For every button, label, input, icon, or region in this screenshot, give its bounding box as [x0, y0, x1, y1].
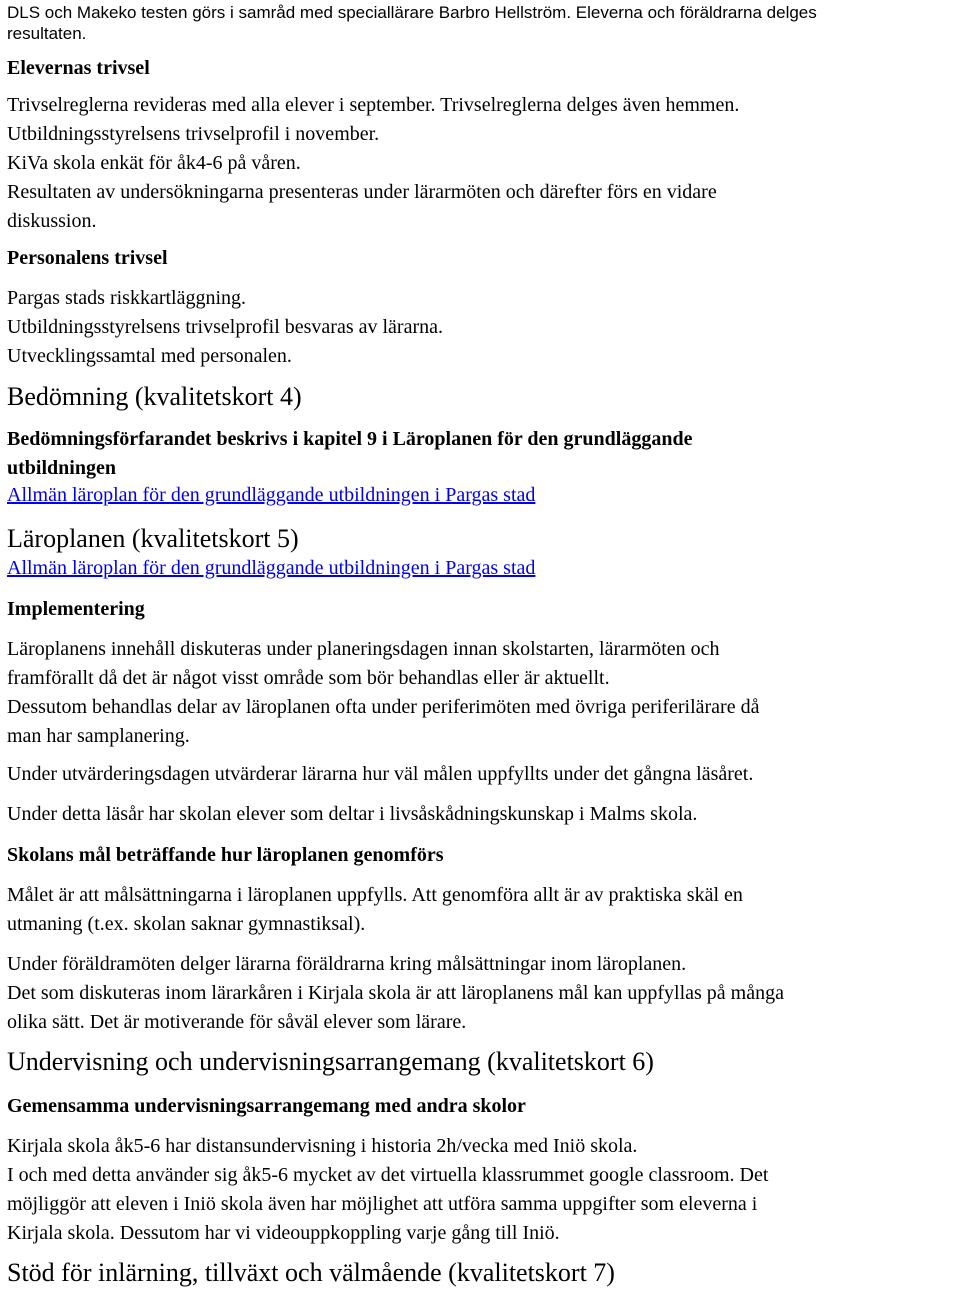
text-line: diskussion. [7, 210, 97, 232]
text-line: Kirjala skola. Dessutom har vi videouppkoppling varje gång till Iniö. [7, 1222, 560, 1244]
subheading-line: utbildningen [7, 457, 116, 479]
laroplan-link[interactable]: Allmän läroplan för den grundläggande utbildningen i Pargas stad [7, 484, 536, 506]
implementering-paragraph [7, 760, 753, 789]
elevernas-trivsel-heading: Elevernas trivsel [7, 57, 150, 79]
text-line: Utbildningsstyrelsens trivselprofil besvaras av lärarna. [7, 316, 443, 338]
personalens-trivsel-text [7, 284, 443, 371]
implementering-paragraph [7, 635, 759, 751]
text-line: KiVa skola enkät för åk4-6 på våren. [7, 152, 301, 174]
stod-heading: Stöd för inlärning, tillväxt och välmående (kvalitetskort 7) [7, 1258, 615, 1287]
text-line: Utbildningsstyrelsens trivselprofil i november. [7, 123, 380, 145]
text-line: utmaning (t.ex. skolan saknar gymnastiksal). [7, 913, 366, 935]
personalens-trivsel-heading: Personalens trivsel [7, 247, 168, 269]
text-line: Det som diskuteras inom lärarkåren i Kirjala skola är att läroplanens mål kan uppfyllas på många [7, 982, 784, 1004]
bedomning-subheading [7, 425, 692, 483]
elevernas-trivsel-text [7, 91, 739, 236]
intro-line: resultaten. [7, 24, 87, 43]
implementering-paragraph [7, 800, 697, 829]
text-line: Läroplanens innehåll diskuteras under planeringsdagen innan skolstarten, lärarmöten och [7, 638, 720, 660]
text-line: framförallt då det är något visst område som bör behandlas eller är aktuellt. [7, 667, 610, 689]
text-line: Kirjala skola åk5-6 har distansundervisning i historia 2h/vecka med Iniö skola. [7, 1135, 638, 1157]
skolans-mal-paragraph [7, 950, 784, 1037]
intro-paragraph [7, 2, 817, 44]
implementering-heading: Implementering [7, 598, 145, 620]
text-line: I och med detta använder sig åk5-6 mycket av det virtuella klassrummet google classroom. Det [7, 1164, 769, 1186]
laroplanen-heading: Läroplanen (kvalitetskort 5) [7, 524, 299, 553]
skolans-mal-paragraph [7, 881, 743, 939]
text-line: Utvecklingssamtal med personalen. [7, 345, 292, 367]
text-line: man har samplanering. [7, 725, 190, 747]
text-line: möjliggör att eleven i Iniö skola även har möjlighet att utföra samma uppgifter som eleverna i [7, 1193, 758, 1215]
text-line: Målet är att målsättningarna i läroplanen uppfylls. Att genomföra allt är av praktiska skäl en [7, 884, 743, 906]
undervisning-heading: Undervisning och undervisningsarrangemang (kvalitetskort 6) [7, 1047, 654, 1076]
intro-line: DLS och Makeko testen görs i samråd med speciallärare Barbro Hellström. Eleverna och föräldrarna delges [7, 3, 817, 22]
text-line: Trivselreglerna revideras med alla elever i september. Trivselreglerna delges även hemmen. [7, 94, 740, 116]
subheading-line: Bedömningsförfarandet beskrivs i kapitel 9 i Läroplanen för den grundläggande [7, 428, 693, 450]
text-line: Dessutom behandlas delar av läroplanen ofta under periferimöten med övriga periferilärare då [7, 696, 760, 718]
undervisning-subheading: Gemensamma undervisningsarrangemang med andra skolor [7, 1095, 526, 1117]
skolans-mal-heading: Skolans mål beträffande hur läroplanen genomförs [7, 844, 444, 866]
bedomning-heading: Bedömning (kvalitetskort 4) [7, 382, 302, 411]
text-line: Under utvärderingsdagen utvärderar lärarna hur väl målen uppfyllts under det gångna läsåret. [7, 763, 754, 785]
laroplan-link[interactable]: Allmän läroplan för den grundläggande utbildningen i Pargas stad [7, 557, 536, 579]
text-line: Pargas stads riskkartläggning. [7, 287, 247, 309]
text-line: olika sätt. Det är motiverande för såväl elever som lärare. [7, 1011, 467, 1033]
text-line: Under föräldramöten delger lärarna föräldrarna kring målsättningar inom läroplanen. [7, 953, 687, 975]
bedomning-link-wrap [7, 481, 535, 510]
laroplanen-link-wrap [7, 554, 535, 583]
text-line: Under detta läsår har skolan elever som deltar i livsåskådningskunskap i Malms skola. [7, 803, 698, 825]
text-line: Resultaten av undersökningarna presenteras under lärarmöten och därefter förs en vidare [7, 181, 717, 203]
undervisning-paragraph [7, 1132, 768, 1248]
